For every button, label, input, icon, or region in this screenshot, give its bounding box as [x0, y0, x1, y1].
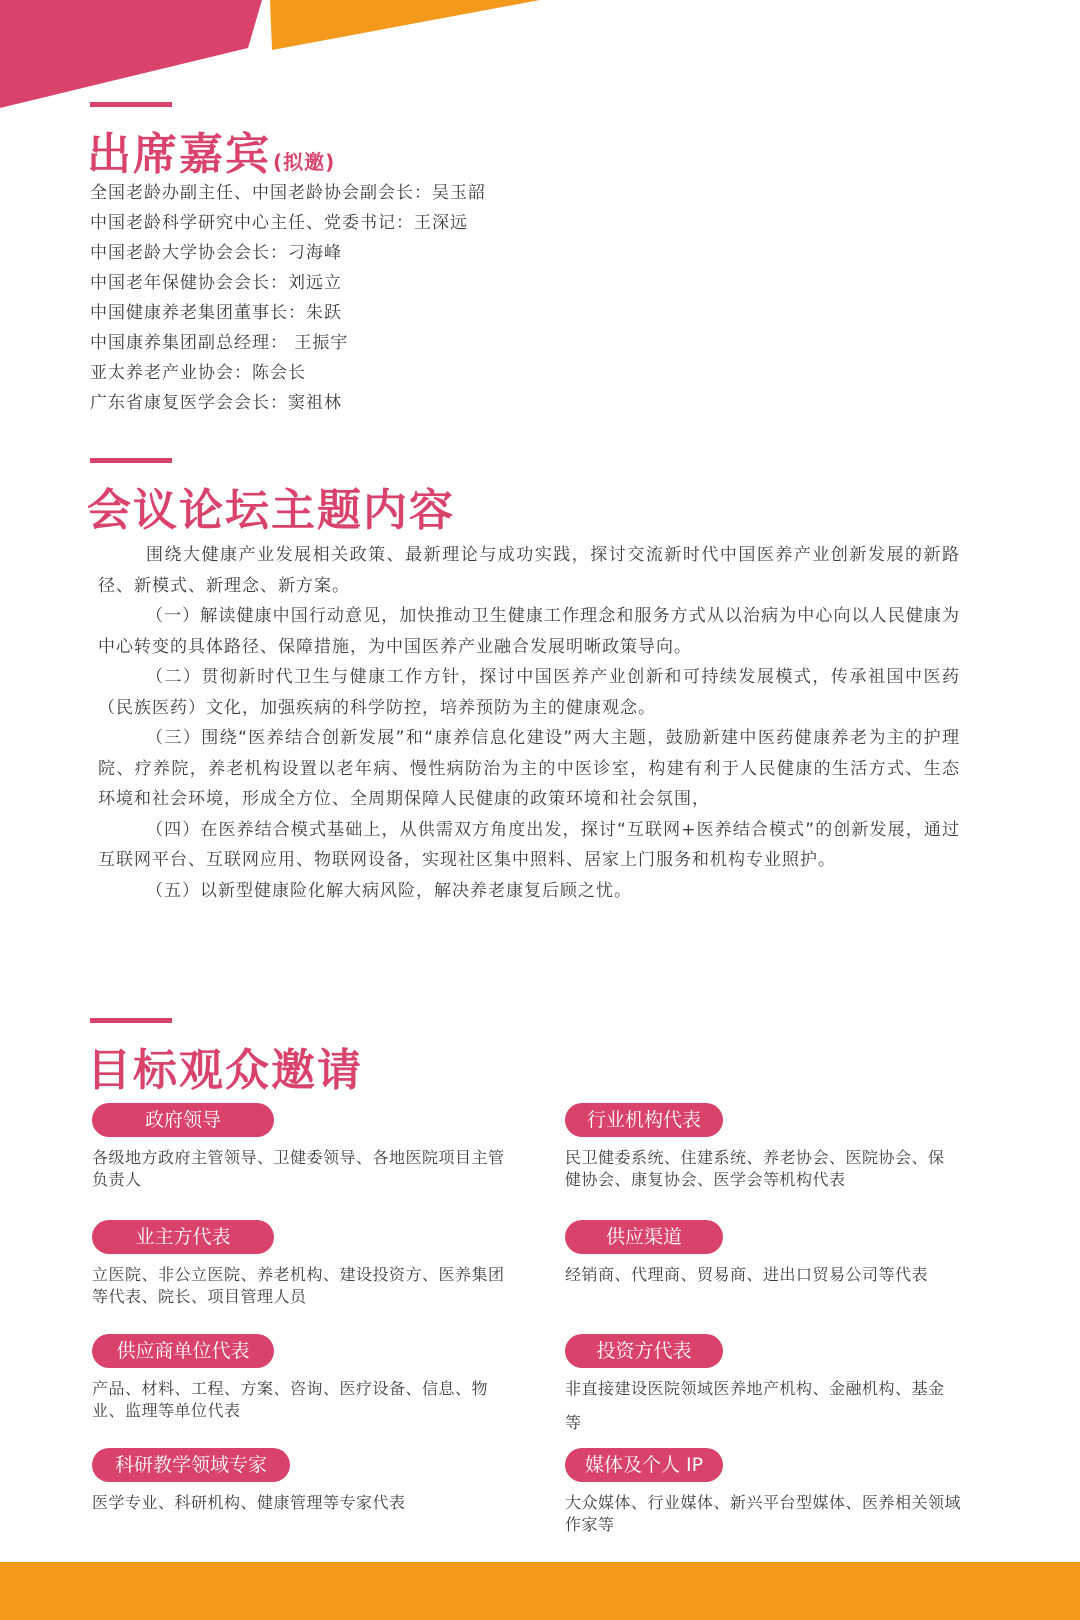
guest-item: 中国健康养老集团董事长：朱跃	[90, 303, 342, 323]
audience-group-media	[565, 1448, 985, 1536]
guest-item: 中国老龄大学协会会长：刁海峰	[90, 243, 342, 263]
bottom-bar	[0, 1562, 1080, 1620]
guests-title-accent	[90, 102, 172, 107]
audience-pill: 行业机构代表	[565, 1103, 723, 1137]
audience-desc: 产品、材料、工程、方案、咨询、医疗设备、信息、物业、监理等单位代表	[92, 1379, 489, 1420]
topic-paragraph: （三）围绕“医养结合创新发展”和“康养信息化建设”两大主题，鼓励新建中医药健康养老为主的护理院、疗养院，养老机构设置以老年病、慢性病防治为主的中医诊室，构建有利于人民健康的生活方式、生态环境和社会环境，形成全方位、全周期保障人民健康的政策环境和社会氛围，	[98, 728, 960, 809]
topics-title-accent	[90, 458, 172, 463]
audience-title: 目标观众邀请	[87, 1045, 363, 1096]
topic-paragraph: （五）以新型健康险化解大病风险，解决养老康复后顾之忧。	[146, 880, 632, 901]
audience-pill: 供应渠道	[565, 1220, 723, 1254]
audience-desc: 大众媒体、行业媒体、新兴平台型媒体、医养相关领域作家等	[565, 1493, 962, 1534]
audience-group-supply-channel	[565, 1220, 985, 1286]
audience-desc: 立医院、非公立医院、养老机构、建设投资方、医养集团等代表、院长、项目管理人员	[92, 1265, 505, 1306]
topic-paragraph: （一）解读健康中国行动意见，加快推动卫生健康工作理念和服务方式从以治病为中心向以人民健康为中心转变的具体路径、保障措施，为中国医养产业融合发展明晰政策导向。	[98, 606, 960, 657]
audience-pill: 投资方代表	[565, 1334, 723, 1368]
audience-pill: 业主方代表	[92, 1220, 274, 1254]
audience-group-supplier	[92, 1334, 512, 1422]
guest-item: 中国老龄科学研究中心主任、党委书记：王深远	[90, 213, 468, 233]
topic-paragraph: 围绕大健康产业发展相关政策、最新理论与成功实践，探讨交流新时代中国医养产业创新发展的新路径、新模式、新理念、新方案。	[98, 545, 960, 596]
audience-group-investor	[565, 1334, 985, 1440]
audience-pill: 科研教学领域专家	[92, 1448, 290, 1482]
audience-pill: 媒体及个人 IP	[565, 1448, 723, 1482]
audience-group-research	[92, 1448, 512, 1514]
guest-list	[90, 178, 486, 418]
guests-title	[87, 118, 335, 182]
audience-desc: 医学专业、科研机构、健康管理等专家代表	[92, 1493, 406, 1512]
audience-group-industry	[565, 1103, 985, 1191]
guest-item: 全国老龄办副主任、中国老龄协会副会长：吴玉韶	[90, 183, 486, 203]
guest-item: 中国康养集团副总经理： 王振宇	[90, 333, 349, 353]
audience-pill: 政府领导	[92, 1103, 274, 1137]
guests-title-text: 出席嘉宾	[87, 129, 271, 180]
guests-subtitle: (拟邀)	[273, 150, 336, 174]
guest-item: 广东省康复医学会会长：窦祖林	[90, 393, 342, 413]
audience-desc: 民卫健委系统、住建系统、养老协会、医院协会、保健协会、康复协会、医学会等机构代表	[565, 1148, 945, 1189]
topics-title: 会议论坛主题内容	[87, 485, 455, 536]
topic-paragraph: （四）在医养结合模式基础上，从供需双方角度出发，探讨“互联网+医养结合模式”的创新发展，通过互联网平台、互联网应用、物联网设备，实现社区集中照料、居家上门服务和机构专业照护。	[98, 819, 960, 870]
audience-desc: 非直接建设医院领域医养地产机构、金融机构、基金等	[565, 1379, 945, 1432]
orange-stripe	[270, 0, 540, 50]
topic-paragraph: （二）贯彻新时代卫生与健康工作方针，探讨中国医养产业创新和可持续发展模式，传承祖国中医药（民族医药）文化，加强疾病的科学防控，培养预防为主的健康观念。	[98, 667, 960, 718]
audience-desc: 经销商、代理商、贸易商、进出口贸易公司等代表	[565, 1265, 929, 1284]
audience-group-government	[92, 1103, 512, 1191]
audience-group-owner	[92, 1220, 512, 1308]
guest-item: 中国老年保健协会会长：刘远立	[90, 273, 342, 293]
pink-corner	[0, 0, 262, 108]
audience-desc: 各级地方政府主管领导、卫健委领导、各地医院项目主管负责人	[92, 1148, 505, 1189]
guest-item: 亚太养老产业协会：陈会长	[90, 363, 306, 383]
audience-title-accent	[90, 1018, 172, 1023]
top-decoration	[0, 0, 1080, 110]
audience-pill: 供应商单位代表	[92, 1334, 274, 1368]
topics-content	[98, 540, 960, 906]
